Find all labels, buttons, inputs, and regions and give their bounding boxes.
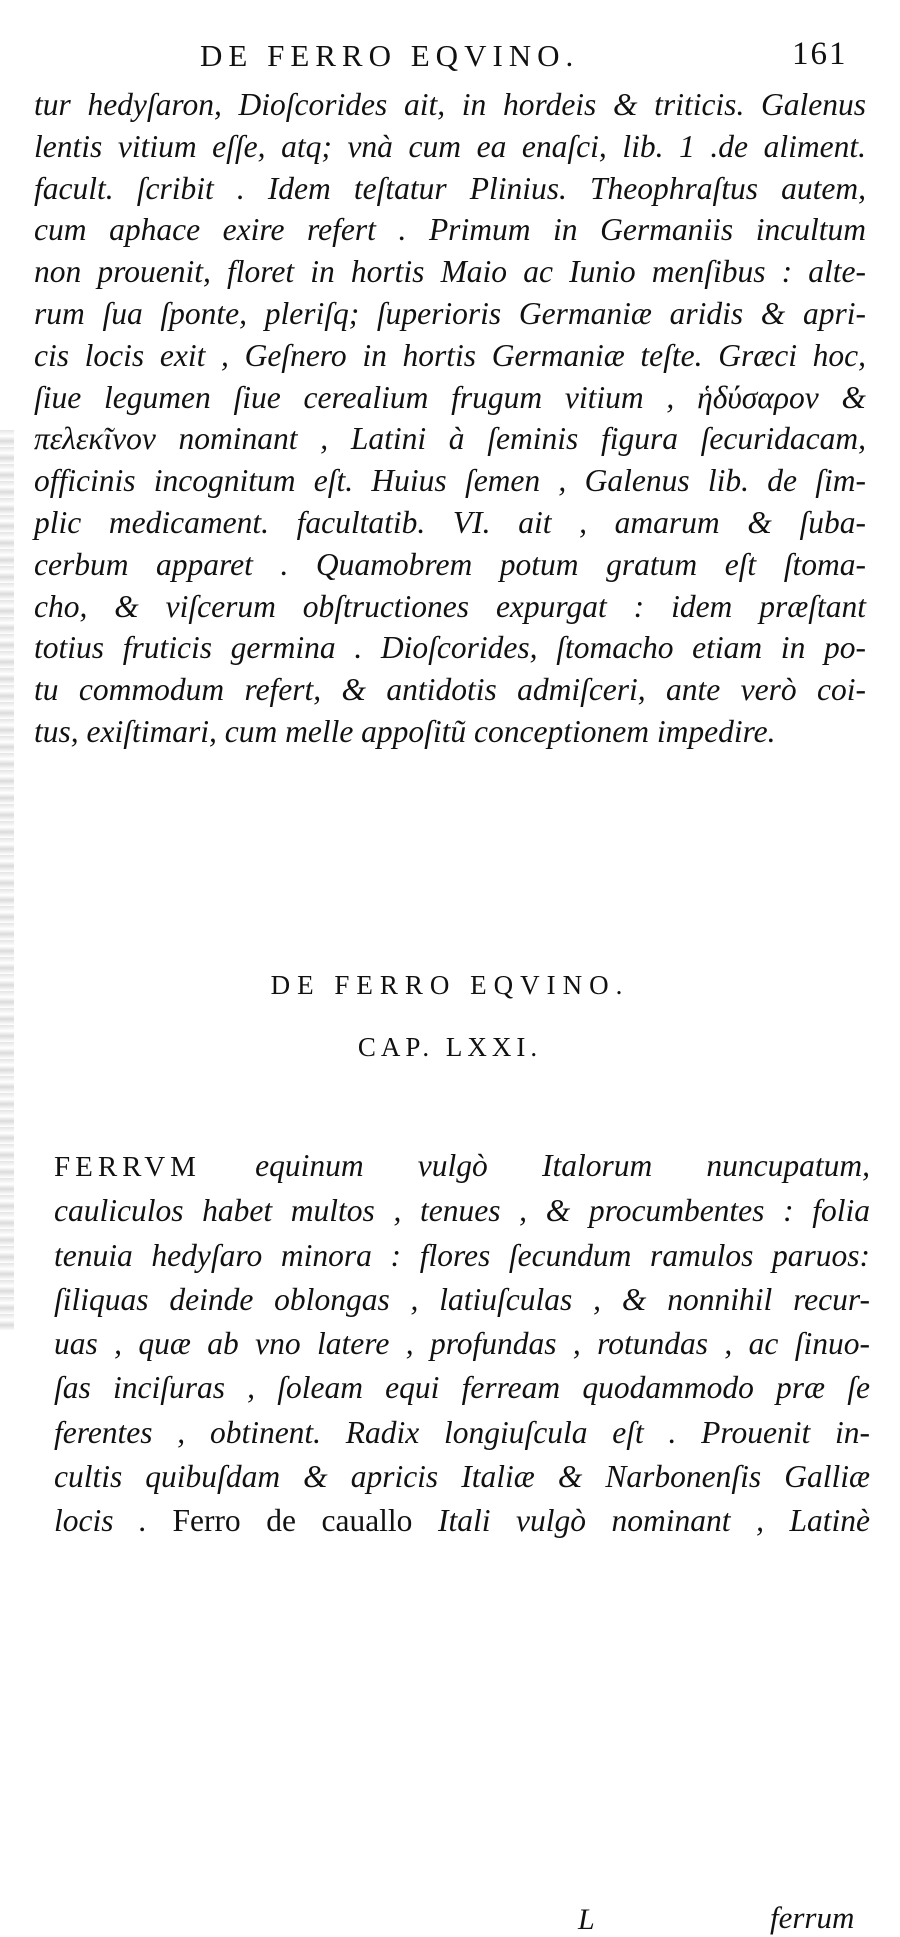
text-line: πελεκῖνον nominant , Latini à ſeminis figura ſecuridacam,	[34, 421, 866, 457]
text-line: ſas inciſuras , ſoleam equi ferream quodammodo præ ſe	[54, 1370, 870, 1406]
chapter-number: CAP. LXXI.	[357, 1032, 543, 1062]
text-line: ſiliquas deinde oblongas , latiuſculas , & nonnihil recur-	[54, 1281, 870, 1317]
continued-text-block	[34, 84, 866, 753]
running-head: DE FERRO EQVINO.	[200, 38, 580, 73]
text-line	[54, 1144, 870, 1189]
text-line: cho, & viſcerum obſtructiones expurgat : idem præſtant	[34, 588, 866, 624]
text-line: cerbum apparet . Quamobrem potum gratum eſt ſtoma-	[34, 546, 866, 582]
text-line: cultis quibuſdam & apricis Italiæ & Narbonenſis Galliæ	[54, 1459, 870, 1495]
text-line: totius fruticis germina . Dioſcorides, ſtomacho etiam in po-	[34, 630, 866, 666]
text-line: ferentes , obtinent. Radix longiuſcula eſt . Prouenit in-	[54, 1414, 870, 1450]
catchword: ferrum	[770, 1900, 855, 1935]
text-line: rum ſua ſponte, pleriſq; ſuperioris Germaniæ aridis & apri-	[34, 295, 866, 331]
text-line: uas , quæ ab vno latere , profundas , rotundas , ac ſinuo-	[54, 1326, 870, 1362]
text-span: locis .	[54, 1503, 173, 1539]
page-number: 161	[792, 36, 848, 72]
text-line: lentis vitium eſſe, atq; vnà cum ea enaſci, lib. 1 .de aliment.	[34, 128, 866, 164]
text-line: cauliculos habet multos , tenues , & procumbentes : folia	[54, 1193, 870, 1229]
text-line	[54, 1499, 870, 1543]
text-line: ſiue legumen ſiue cerealium frugum vitium , ἡδύσαρον &	[34, 379, 866, 415]
text-line: tus, exiſtimari, cum melle appoſitũ conceptionem impedire.	[34, 713, 776, 749]
chapter-title: DE FERRO EQVINO.	[270, 970, 630, 1000]
text-line: cum aphace exire refert . Primum in Germaniis incultum	[34, 212, 866, 248]
text-line: officinis incognitum eſt. Huius ſemen , Galenus lib. de ſim-	[34, 463, 866, 499]
vernacular-name: Ferro de cauallo	[172, 1503, 413, 1539]
text-line: tenuia hedyſaro minora : flores ſecundum ramulos paruos:	[54, 1237, 870, 1273]
text-span: equinum vulgò Italorum nuncupatum,	[200, 1148, 870, 1183]
text-line: non prouenit, floret in hortis Maio ac Iunio menſibus : alte-	[34, 254, 866, 290]
signature-mark: L	[578, 1903, 595, 1936]
text-line: cis locis exit , Geſnero in hortis Germaniæ teſte. Græci hoc,	[34, 337, 866, 373]
text-span: Itali vulgò nominant , Latinè	[412, 1503, 870, 1539]
binding-gutter	[0, 430, 14, 1330]
initial-word: FERRVM	[54, 1151, 201, 1183]
text-line: facult. ſcribit . Idem teſtatur Plinius. Theophraſtus autem,	[34, 170, 866, 206]
text-line: plic medicament. facultatib. VI. ait , amarum & ſuba-	[34, 504, 866, 540]
chapter-text-block	[54, 1144, 870, 1544]
text-line: tur hedyſaron, Dioſcorides ait, in hordeis & triticis. Galenus	[34, 87, 866, 122]
text-line: tu commodum refert, & antidotis admiſceri, ante verò coi-	[34, 672, 866, 708]
